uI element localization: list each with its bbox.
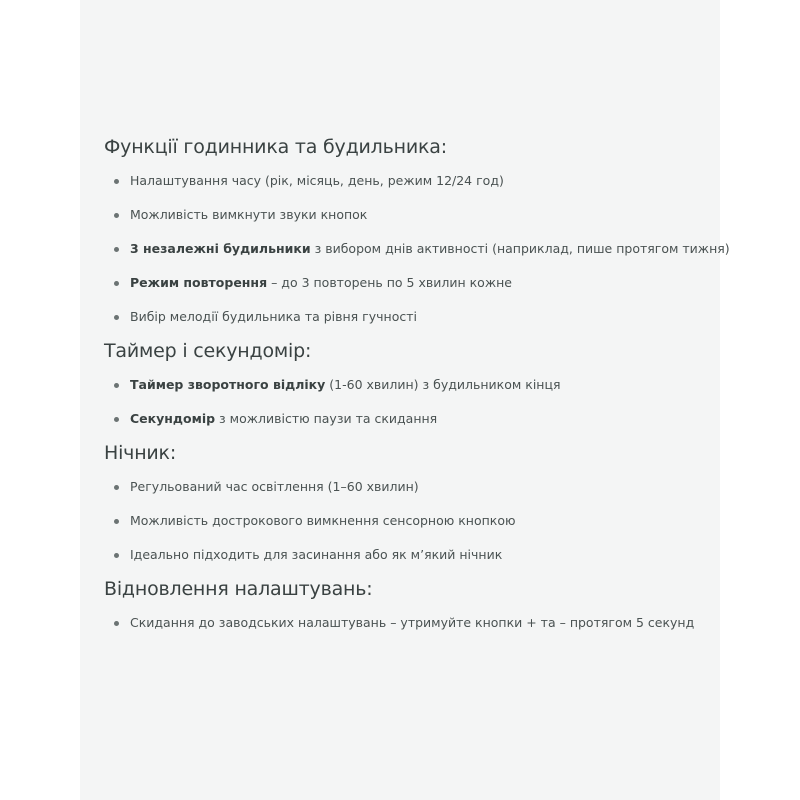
list-item: Регульований час освітлення (1–60 хвилин) bbox=[104, 478, 704, 496]
list-item: Режим повторення – до 3 повторень по 5 хвилин кожне bbox=[104, 274, 704, 292]
section-list-timer-stopwatch bbox=[104, 376, 704, 428]
section-heading-night-light: Нічник: bbox=[104, 442, 177, 464]
bullet-icon bbox=[114, 417, 119, 422]
bullet-icon bbox=[114, 383, 119, 388]
list-item: Таймер зворотного відліку (1-60 хвилин) з будильником кінця bbox=[104, 376, 704, 394]
list-item: Налаштування часу (рік, місяць, день, режим 12/24 год) bbox=[104, 172, 704, 190]
list-item: Вибір мелодії будильника та рівня гучності bbox=[104, 308, 704, 326]
bullet-icon bbox=[114, 315, 119, 320]
feature-description bbox=[104, 134, 730, 632]
bullet-icon bbox=[114, 485, 119, 490]
list-item: 3 незалежні будильники з вибором днів активності (наприклад, пише протягом тижня) bbox=[104, 240, 704, 258]
bullet-icon bbox=[114, 553, 119, 558]
list-item: Можливість вимкнути звуки кнопок bbox=[104, 206, 704, 224]
section-heading-timer-stopwatch: Таймер і секундомір: bbox=[104, 340, 312, 362]
list-item: Секундомір з можливістю паузи та скидання bbox=[104, 410, 704, 428]
section-list-reset bbox=[104, 614, 704, 632]
section-heading-reset: Відновлення налаштувань: bbox=[104, 578, 373, 600]
list-item: Скидання до заводських налаштувань – утримуйте кнопки + та – протягом 5 секунд bbox=[104, 614, 704, 632]
bullet-icon bbox=[114, 519, 119, 524]
bullet-icon bbox=[114, 621, 119, 626]
section-list-night-light bbox=[104, 478, 704, 564]
list-item: Можливість дострокового вимкнення сенсорною кнопкою bbox=[104, 512, 704, 530]
bullet-icon bbox=[114, 247, 119, 252]
bullet-icon bbox=[114, 179, 119, 184]
section-list-clock-alarm bbox=[104, 172, 730, 326]
bullet-icon bbox=[114, 213, 119, 218]
list-item: Ідеально підходить для засинання або як м’який нічник bbox=[104, 546, 704, 564]
section-heading-clock-alarm: Функції годинника та будильника: bbox=[104, 136, 447, 158]
bullet-icon bbox=[114, 281, 119, 286]
